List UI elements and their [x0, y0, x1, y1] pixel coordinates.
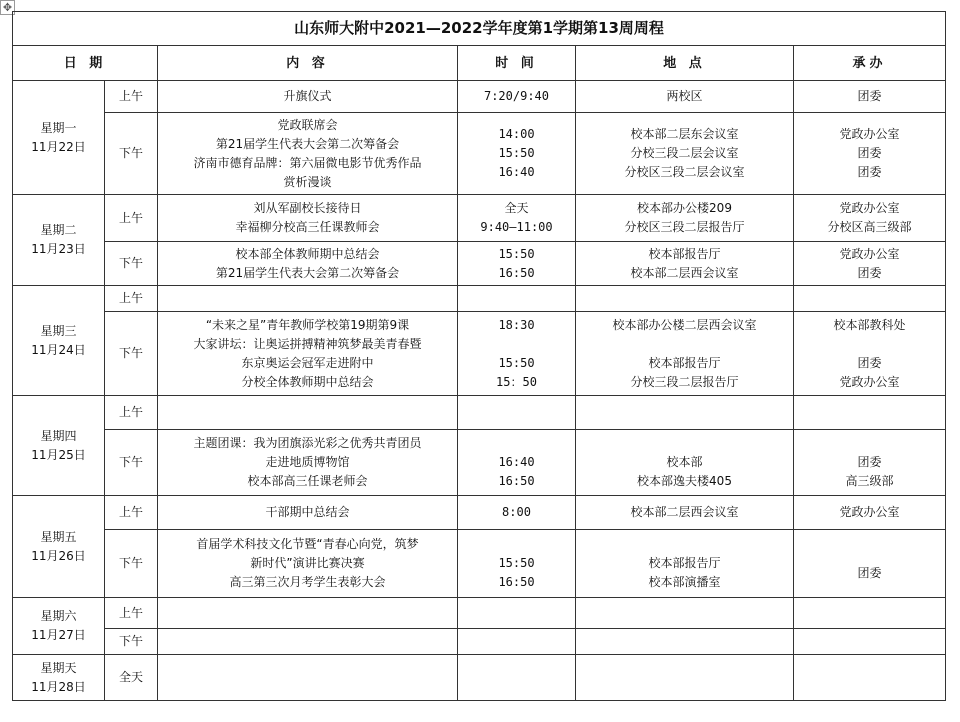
day-cell: 星期四 11月25日 [13, 396, 105, 496]
day-cell: 星期天 11月28日 [13, 655, 105, 701]
period-cell: 下午 [105, 430, 158, 496]
time-cell: 14:00 15:50 16:40 [458, 113, 576, 195]
period-cell: 下午 [105, 629, 158, 655]
place-cell: 校本部二层西会议室 [576, 496, 794, 530]
schedule-title: 山东师大附中2021—2022学年度第1学期第13周周程 [13, 12, 946, 46]
host-cell: 校本部教科处 团委 党政办公室 [794, 312, 946, 396]
time-cell: 全天 9:40—11:00 [458, 195, 576, 242]
header-row [13, 46, 946, 81]
content-cell: 校本部全体教师期中总结会 第21届学生代表大会第二次筹备会 [158, 242, 458, 286]
header-date: 日 期 [13, 46, 158, 81]
period-cell: 上午 [105, 396, 158, 430]
place-cell [576, 629, 794, 655]
day-cell: 星期二 11月23日 [13, 195, 105, 286]
place-cell [576, 655, 794, 701]
period-cell: 上午 [105, 195, 158, 242]
weekly-schedule-table [12, 11, 946, 701]
content-cell [158, 655, 458, 701]
place-cell: 校本部二层东会议室 分校三段二层会议室 分校区三段二层会议室 [576, 113, 794, 195]
table-row [13, 496, 946, 530]
content-cell: 党政联席会 第21届学生代表大会第二次筹备会 济南市德育品牌：第六届微电影节优秀作品 赏析漫谈 [158, 113, 458, 195]
table-row [13, 396, 946, 430]
table-row [13, 195, 946, 242]
place-cell: 校本部办公楼209 分校区三段二层报告厅 [576, 195, 794, 242]
place-cell [576, 598, 794, 629]
host-cell: 团委 [794, 530, 946, 598]
host-cell [794, 655, 946, 701]
period-cell: 下午 [105, 530, 158, 598]
host-cell: 团委 高三级部 [794, 430, 946, 496]
place-cell: 两校区 [576, 81, 794, 113]
host-cell [794, 629, 946, 655]
time-cell [458, 286, 576, 312]
content-cell [158, 286, 458, 312]
place-cell: 校本部报告厅 校本部演播室 [576, 530, 794, 598]
host-cell: 党政办公室 团委 [794, 242, 946, 286]
day-cell: 星期三 11月24日 [13, 286, 105, 396]
content-cell [158, 396, 458, 430]
host-cell: 党政办公室 团委 团委 [794, 113, 946, 195]
host-cell [794, 598, 946, 629]
time-cell: 18:30 15:50 15：50 [458, 312, 576, 396]
title-row [13, 12, 946, 46]
place-cell [576, 396, 794, 430]
table-move-handle-icon[interactable]: ✥ [0, 0, 15, 15]
content-cell: 升旗仪式 [158, 81, 458, 113]
header-content: 内 容 [158, 46, 458, 81]
place-cell: 校本部 校本部逸夫楼405 [576, 430, 794, 496]
day-cell: 星期六 11月27日 [13, 598, 105, 655]
time-cell: 15:50 16:50 [458, 530, 576, 598]
time-cell [458, 396, 576, 430]
day-cell: 星期五 11月26日 [13, 496, 105, 598]
host-cell: 党政办公室 分校区高三级部 [794, 195, 946, 242]
content-cell: 首届学术科技文化节暨“青春心向党，筑梦 新时代”演讲比赛决赛 高三第三次月考学生表彰大会 [158, 530, 458, 598]
place-cell: 校本部办公楼二层西会议室 校本部报告厅 分校三段二层报告厅 [576, 312, 794, 396]
table-row [13, 286, 946, 312]
table-row [13, 530, 946, 598]
period-cell: 上午 [105, 598, 158, 629]
table-row [13, 312, 946, 396]
table-row [13, 629, 946, 655]
day-cell: 星期一 11月22日 [13, 81, 105, 195]
time-cell: 15:50 16:50 [458, 242, 576, 286]
period-cell: 上午 [105, 496, 158, 530]
content-cell: 刘从军副校长接待日 幸福柳分校高三任课教师会 [158, 195, 458, 242]
time-cell: 8:00 [458, 496, 576, 530]
content-cell: “未来之星”青年教师学校第19期第9课 大家讲坛：让奥运拼搏精神筑梦最美青春暨 东京奥运会冠军走进附中 分校全体教师期中总结会 [158, 312, 458, 396]
host-cell: 党政办公室 [794, 496, 946, 530]
table-row [13, 598, 946, 629]
period-cell: 下午 [105, 242, 158, 286]
table-row [13, 655, 946, 701]
place-cell: 校本部报告厅 校本部二层西会议室 [576, 242, 794, 286]
table-row [13, 113, 946, 195]
time-cell [458, 629, 576, 655]
host-cell [794, 396, 946, 430]
content-cell: 主题团课：我为团旗添光彩之优秀共青团员 走进地质博物馆 校本部高三任课老师会 [158, 430, 458, 496]
time-cell [458, 655, 576, 701]
content-cell [158, 598, 458, 629]
period-cell: 全天 [105, 655, 158, 701]
time-cell [458, 598, 576, 629]
place-cell [576, 286, 794, 312]
host-cell [794, 286, 946, 312]
host-cell: 团委 [794, 81, 946, 113]
content-cell [158, 629, 458, 655]
time-cell: 7:20/9:40 [458, 81, 576, 113]
header-place: 地 点 [576, 46, 794, 81]
period-cell: 下午 [105, 113, 158, 195]
period-cell: 上午 [105, 286, 158, 312]
period-cell: 上午 [105, 81, 158, 113]
table-row [13, 242, 946, 286]
period-cell: 下午 [105, 312, 158, 396]
header-host: 承办 [794, 46, 946, 81]
content-cell: 干部期中总结会 [158, 496, 458, 530]
table-row [13, 430, 946, 496]
time-cell: 16:40 16:50 [458, 430, 576, 496]
header-time: 时 间 [458, 46, 576, 81]
table-row [13, 81, 946, 113]
